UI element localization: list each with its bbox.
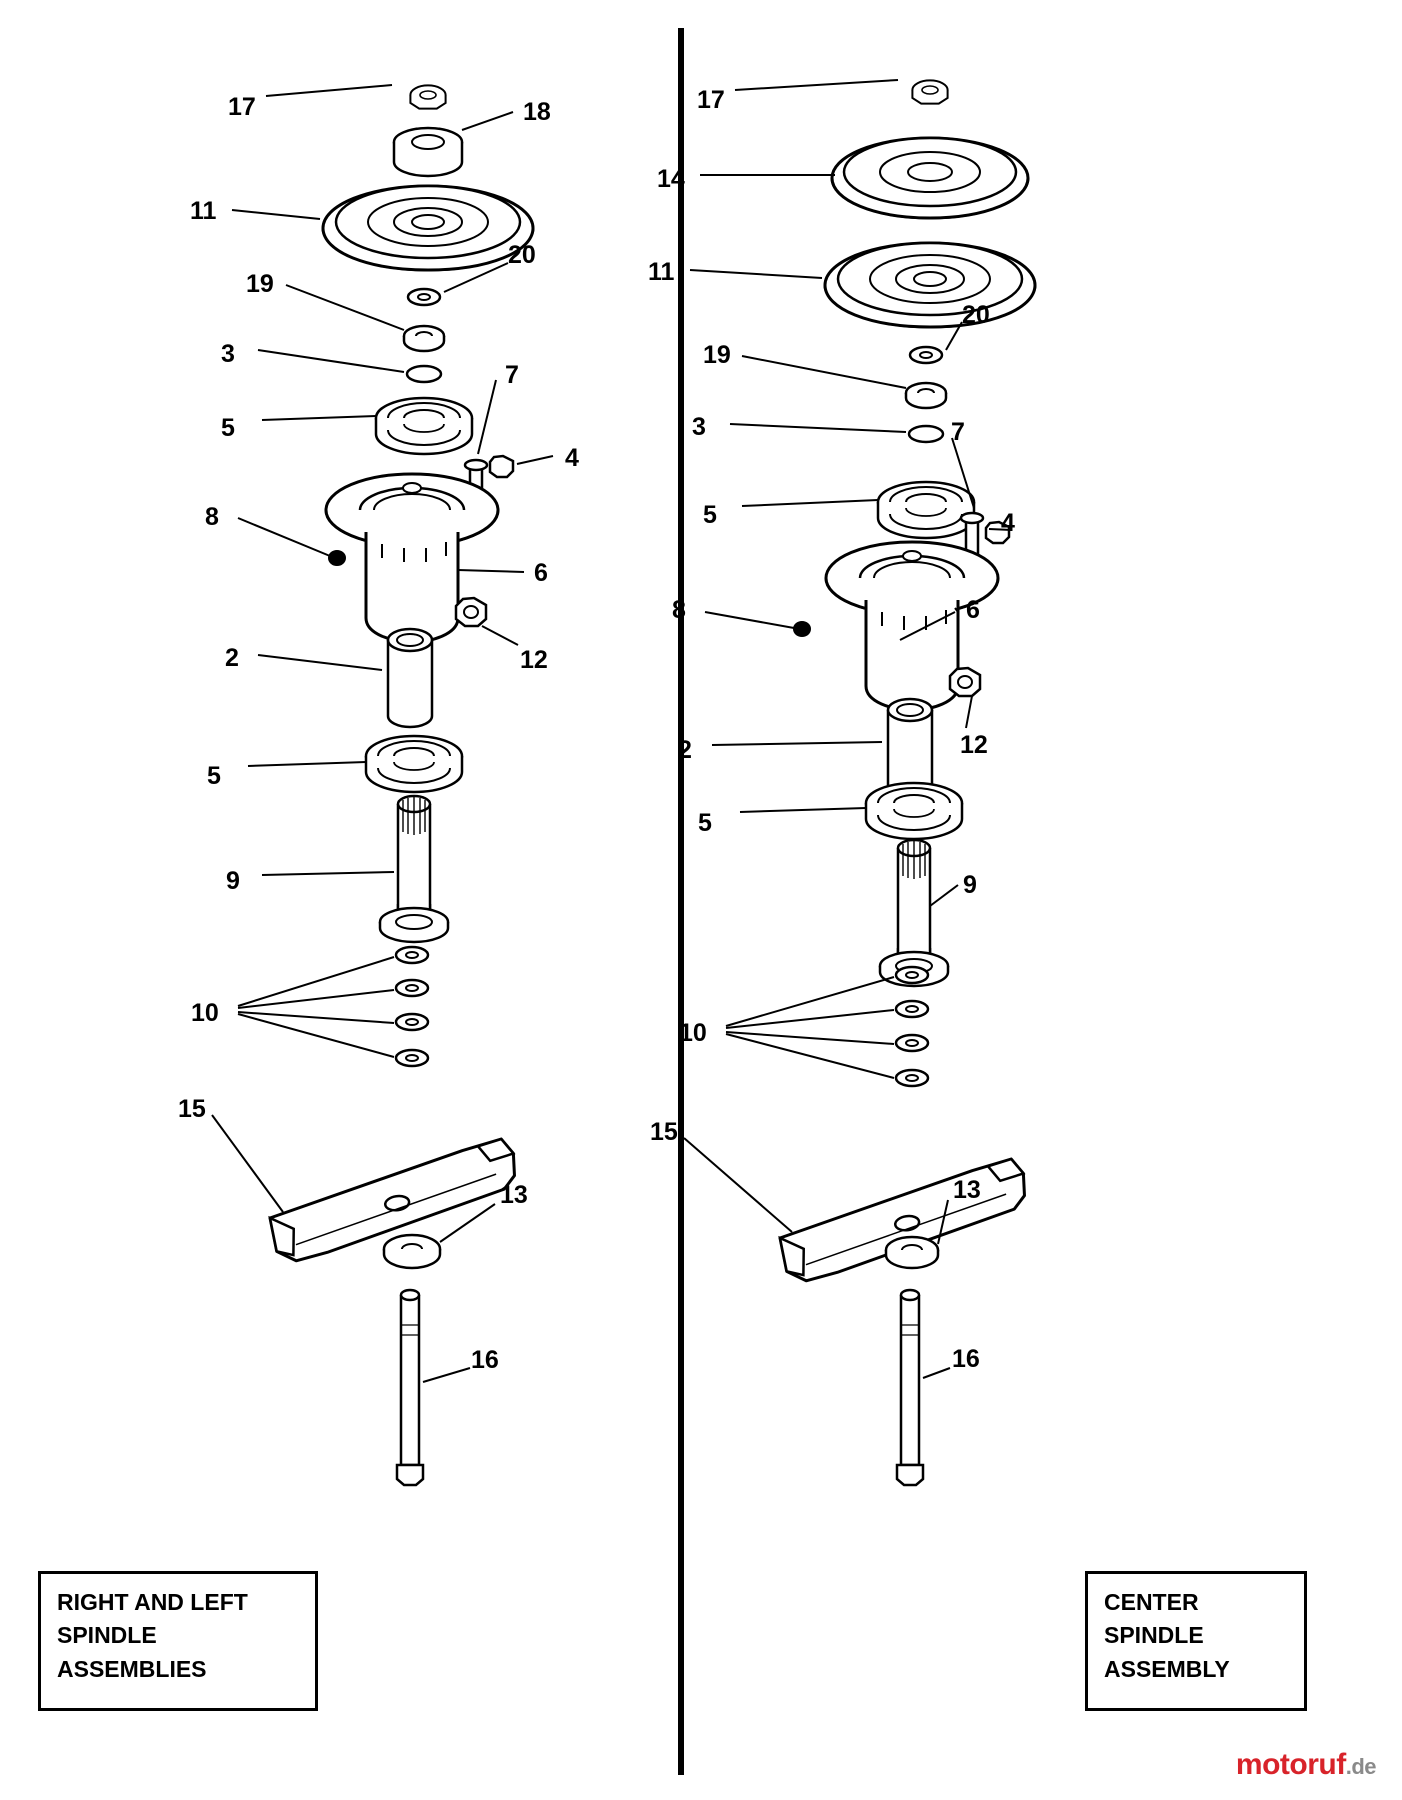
left-panel-title-box [38,1571,318,1711]
right-panel-parts [684,80,1035,1485]
right-title-line-1: CENTER [1104,1589,1199,1615]
part-9-spindle-shaft [380,796,448,942]
part-11-pulley [825,243,1035,327]
callout-3: 3 [221,340,235,368]
callout-4: 4 [565,444,579,472]
right-panel-title-box [1085,1571,1307,1711]
callout-19: 19 [703,341,731,369]
part-14-pulley [832,138,1028,218]
part-17-locknut [410,85,445,108]
callout-14: 14 [657,165,685,193]
part-2-spacer [388,629,432,727]
callout-11: 11 [190,197,217,225]
part-5-bearing-upper [376,398,472,454]
callout-7: 7 [505,361,519,389]
callout-10: 10 [679,1019,707,1047]
callout-17: 17 [697,86,725,114]
callout-5-lower: 5 [698,809,712,837]
part-5-bearing-lower [866,783,962,839]
part-20-washer [408,289,440,305]
callout-20: 20 [962,301,990,329]
callout-13: 13 [500,1181,528,1209]
part-18-flange-bearing [394,128,462,176]
left-title-line-3: ASSEMBLIES [57,1655,207,1682]
callout-7: 7 [951,418,965,446]
callout-3: 3 [692,413,706,441]
part-5-bearing-upper [878,482,974,538]
part-3-retaining-ring [407,366,441,382]
callout-12: 12 [960,731,988,759]
watermark-main: motoruf [1235,1748,1346,1781]
callout-15: 15 [178,1095,206,1123]
part-9-spindle-shaft [880,840,948,986]
callout-16: 16 [952,1345,980,1373]
part-19-washer [906,383,946,408]
callout-9: 9 [226,867,240,895]
right-title-line-2: SPINDLE [1104,1622,1204,1649]
part-5-bearing-lower [366,736,462,792]
callout-13: 13 [953,1176,981,1204]
callout-11: 11 [648,258,675,286]
callout-10: 10 [191,999,219,1027]
callout-8: 8 [205,503,219,531]
part-3-retaining-ring [909,426,943,442]
callout-15: 15 [650,1118,678,1146]
part-12-lock-nut [456,598,486,626]
part-17-locknut [912,80,947,103]
left-title-line-1: RIGHT AND LEFT [57,1589,248,1615]
part-13-blade-washer [384,1235,440,1268]
part-4-hex-nut [490,456,513,477]
watermark [1236,1748,1376,1782]
part-10-washer-set [396,947,428,1066]
callout-2: 2 [678,736,692,764]
part-16-blade-bolt [397,1290,423,1485]
callout-12: 12 [520,646,548,674]
callout-5-lower: 5 [207,762,221,790]
part-16-blade-bolt [897,1290,923,1485]
part-11-pulley [323,186,533,270]
part-19-washer [404,326,444,351]
callout-5-upper: 5 [221,414,235,442]
callout-5-upper: 5 [703,501,717,529]
callout-6: 6 [966,596,980,624]
watermark-sub: .de [1345,1754,1376,1779]
part-13-blade-washer [886,1237,938,1268]
callout-8: 8 [672,596,686,624]
left-title-line-2: SPINDLE [57,1622,157,1649]
callout-2: 2 [225,644,239,672]
callout-20: 20 [508,241,536,269]
callout-19: 19 [246,270,274,298]
callout-16: 16 [471,1346,499,1374]
part-20-washer [910,347,942,363]
callout-17: 17 [228,93,256,121]
part-8-grease-fitting [794,622,810,636]
callout-6: 6 [534,559,548,587]
callout-4: 4 [1001,509,1015,537]
part-8-grease-fitting [329,551,345,565]
callout-9: 9 [963,871,977,899]
callout-18: 18 [523,98,551,126]
right-title-line-3: ASSEMBLY [1104,1655,1230,1682]
part-12-lock-nut [950,668,980,696]
